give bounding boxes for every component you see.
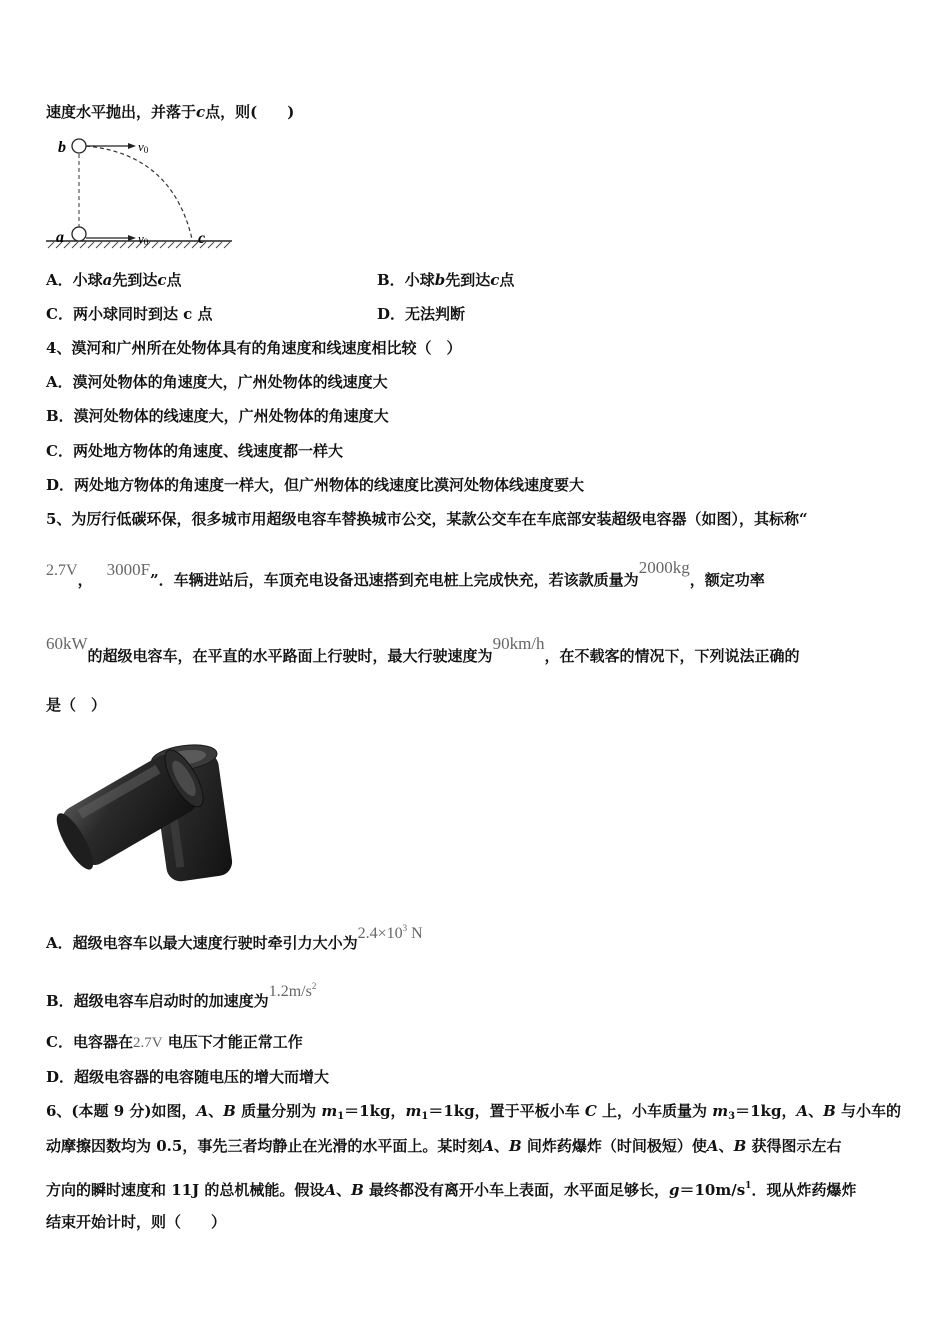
label-v0-top: v0 [138, 139, 149, 155]
q3-option-b[interactable]: B．小球b先到达c点 [377, 271, 515, 289]
label-b: b [58, 139, 66, 156]
projectile-figure [44, 132, 234, 252]
label-c: c [198, 230, 206, 247]
q3-option-a[interactable]: A．小球a先到达c点 [46, 271, 182, 289]
q4-option-c[interactable]: C．两处地方物体的角速度、线速度都一样大 [46, 442, 343, 460]
q5-line4: 是（ ） [46, 696, 107, 714]
supercapacitor-photo [48, 735, 234, 887]
q4-option-b[interactable]: B．漠河处物体的线速度大，广州处物体的角速度大 [46, 407, 389, 425]
q6-line3: 方向的瞬时速度和 11J 的总机械能。假设A、B 最终都没有离开小车上表面，水平面足够长，$g=10m/s^1$．现从炸药爆炸 [46, 1181, 857, 1199]
q5-option-b[interactable]: B．超级电容车启动时的加速度为$1.2m/s^2$ [46, 981, 317, 1010]
q3-option-d[interactable]: D．无法判断 [377, 305, 466, 323]
q5-option-a[interactable]: A．超级电容车以最大速度行驶时牵引力大小为$2.4\times 10^3$ N [46, 923, 423, 952]
q5-line2: 2.7V，3000F”．车辆进站后，车顶充电设备迅速搭到充电桩上完成快充，若该款质量为2000kg，额定功率 [46, 558, 765, 589]
q4-stem: 4、漠河和广州所在处物体具有的角速度和线速度相比较（ ） [46, 339, 462, 357]
q5-line1: 5、为厉行低碳环保，很多城市用超级电容车替换城市公交，某款公交车在车底部安装超级电容器（如图），其标称“ [46, 510, 808, 528]
q3-c-point: c [196, 103, 206, 121]
q3-option-c[interactable]: C．两小球同时到达 c 点 [46, 305, 213, 323]
q4-option-d[interactable]: D．两处地方物体的角速度一样大，但广州物体的线速度比漠河处物体线速度要大 [46, 476, 585, 494]
label-a: a [56, 229, 64, 246]
q6-line2: 动摩擦因数均为 0.5，事先三者均静止在光滑的水平面上。某时刻A、B 间炸药爆炸（时间极短）使A、B 获得图示左右 [46, 1137, 842, 1155]
label-v0-bottom: v0 [138, 231, 149, 247]
q6-line1: 6、(本题 9 分)如图，A、B 质量分别为 $m_1=1kg$，$m_1=1kg$，置于平板小车 C 上，小车质量为 $m_3=1kg$，A、B 与小车的 [46, 1102, 902, 1122]
q5-option-c[interactable]: C．电容器在2.7V 电压下才能正常工作 [46, 1033, 303, 1051]
q5-option-d[interactable]: D．超级电容器的电容随电压的增大而增大 [46, 1068, 330, 1086]
q5-line3: 60kW的超级电容车，在平直的水平路面上行驶时，最大行驶速度为90km/h，在不载客的情况下，下列说法正确的 [46, 634, 800, 665]
ball-b [72, 139, 86, 153]
q3-stem-tail: 速度水平抛出，并落于c点，则( ) [46, 103, 295, 121]
q4-option-a[interactable]: A．漠河处物体的角速度大，广州处物体的线速度大 [46, 373, 388, 391]
ball-a [72, 227, 86, 241]
q6-line4: 结束开始计时，则（ ） [46, 1213, 227, 1231]
